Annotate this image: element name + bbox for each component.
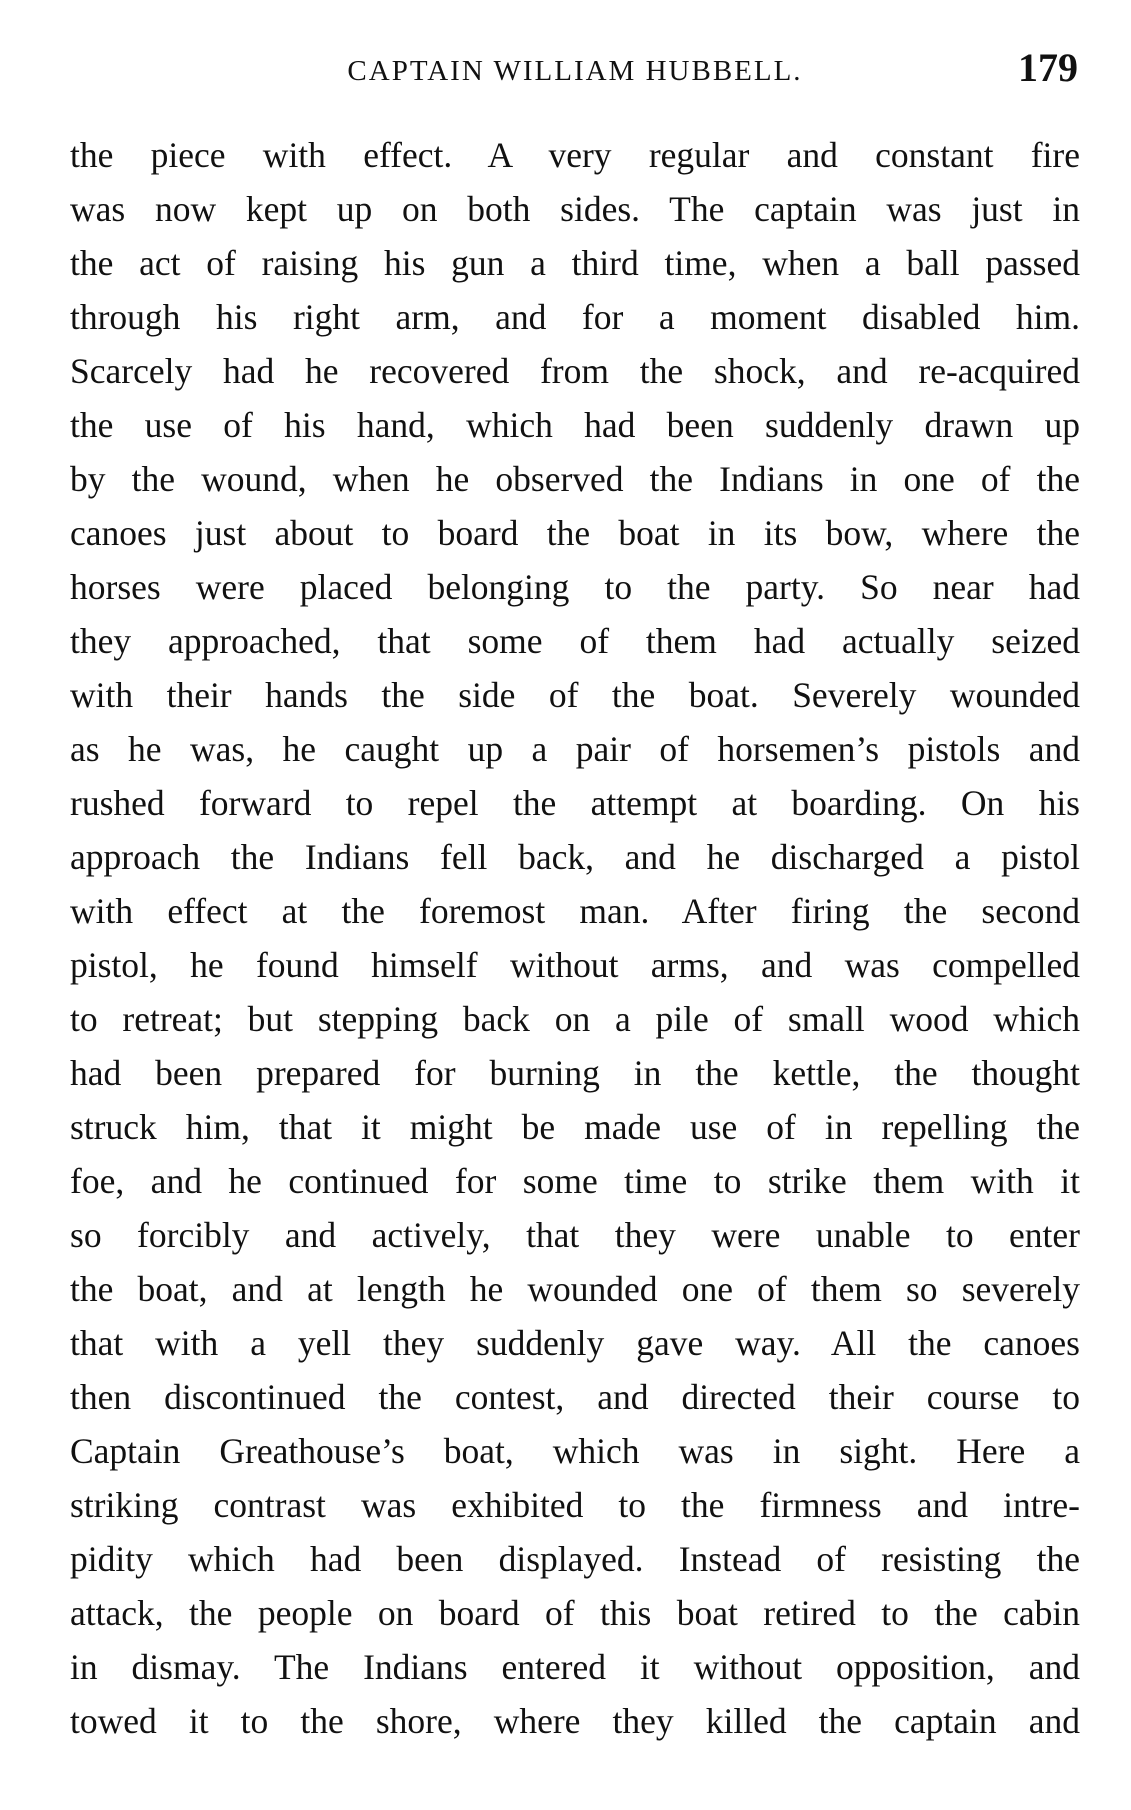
text-line: striking contrast was exhibited to the firmness and intre-: [70, 1485, 1080, 1525]
text-line: Scarcely had he recovered from the shock, and re-acquired: [70, 351, 1080, 391]
text-line: foe, and he continued for some time to strike them with it: [70, 1161, 1080, 1201]
text-line: the piece with effect. A very regular and constant fire: [70, 135, 1080, 175]
text-line: canoes just about to board the boat in its bow, where the: [70, 513, 1080, 553]
running-head: [70, 44, 1080, 94]
text-line: the use of his hand, which had been suddenly drawn up: [70, 405, 1080, 445]
text-line: pidity which had been displayed. Instead of resisting the: [70, 1539, 1080, 1579]
text-line: approach the Indians fell back, and he discharged a pistol: [70, 837, 1080, 877]
text-line: to retreat; but stepping back on a pile of small wood which: [70, 999, 1080, 1039]
text-line: Captain Greathouse’s boat, which was in sight. Here a: [70, 1431, 1080, 1471]
text-line: the boat, and at length he wounded one of them so severely: [70, 1269, 1080, 1309]
text-line: with effect at the foremost man. After firing the second: [70, 891, 1080, 931]
body-text: [70, 128, 1080, 1748]
text-line: through his right arm, and for a moment disabled him.: [70, 297, 1080, 337]
text-line: had been prepared for burning in the kettle, the thought: [70, 1053, 1080, 1093]
text-line: as he was, he caught up a pair of horsemen’s pistols and: [70, 729, 1080, 769]
text-line: struck him, that it might be made use of in repelling the: [70, 1107, 1080, 1147]
text-line: attack, the people on board of this boat retired to the cabin: [70, 1593, 1080, 1633]
text-line: with their hands the side of the boat. Severely wounded: [70, 675, 1080, 715]
text-line: so forcibly and actively, that they were unable to enter: [70, 1215, 1080, 1255]
text-line: pistol, he found himself without arms, and was compelled: [70, 945, 1080, 985]
text-line: was now kept up on both sides. The captain was just in: [70, 189, 1080, 229]
text-line: they approached, that some of them had actually seized: [70, 621, 1080, 661]
running-title: CAPTAIN WILLIAM HUBBELL.: [347, 55, 803, 87]
text-line: then discontinued the contest, and directed their course to: [70, 1377, 1080, 1417]
text-line: by the wound, when he observed the Indians in one of the: [70, 459, 1080, 499]
text-line: in dismay. The Indians entered it without opposition, and: [70, 1647, 1080, 1687]
text-line: towed it to the shore, where they killed the captain and: [70, 1701, 1080, 1741]
page-number: 179: [1018, 45, 1078, 90]
text-line: the act of raising his gun a third time, when a ball passed: [70, 243, 1080, 283]
text-line: that with a yell they suddenly gave way. All the canoes: [70, 1323, 1080, 1363]
text-line: rushed forward to repel the attempt at boarding. On his: [70, 783, 1080, 823]
text-line: horses were placed belonging to the party. So near had: [70, 567, 1080, 607]
